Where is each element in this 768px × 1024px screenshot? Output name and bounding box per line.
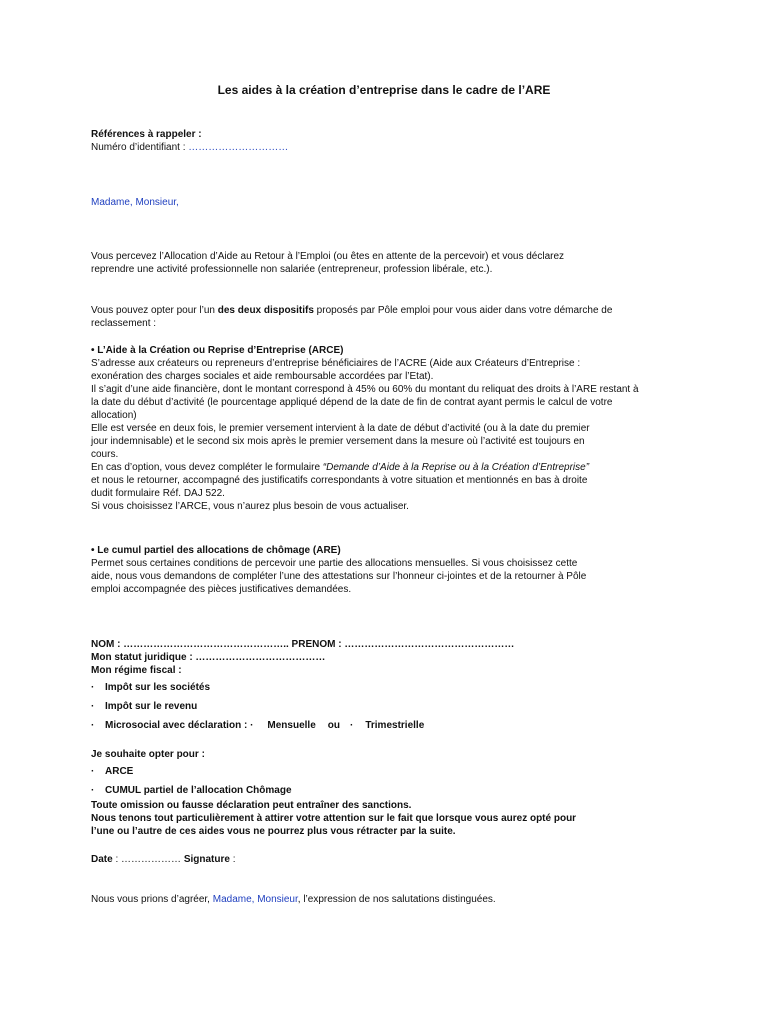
intro-line: reprendre une activité professionnelle non salariée (entrepreneur, profession libérale, etc.). bbox=[91, 264, 493, 275]
warning-block bbox=[91, 799, 681, 838]
arce-line: exonération des charges sociales et aide remboursable accordées par l’Etat). bbox=[91, 371, 434, 382]
bullet-icon: · bbox=[91, 682, 95, 693]
arce-form-text: En cas d’option, vous devez compléter le formulaire bbox=[91, 462, 323, 473]
regime-fiscal-label: Mon régime fiscal : bbox=[91, 665, 182, 676]
options-paragraph bbox=[91, 304, 681, 330]
document-title: Les aides à la création d’entreprise dans le cadre de l’ARE bbox=[217, 83, 551, 97]
option-label: CUMUL partiel de l’allocation Chômage bbox=[105, 785, 292, 796]
warning-line: l’une ou l’autre de ces aides vous ne pourrez plus vous rétracter par la suite. bbox=[91, 826, 456, 837]
option-arce[interactable] bbox=[91, 765, 133, 778]
closing-text: Nous vous prions d’agréer, bbox=[91, 894, 213, 905]
option-label: Impôt sur le revenu bbox=[105, 701, 198, 712]
intro-line: Vous percevez l’Allocation d’Aide au Retour à l’Emploi (ou êtes en attente de la percevoir) et vous déclarez bbox=[91, 251, 565, 262]
option-mensuelle[interactable]: Mensuelle bbox=[267, 720, 316, 731]
options-text: Vous pouvez opter pour l’un bbox=[91, 305, 218, 316]
nom-prenom-field[interactable]: NOM : ………………………………………….. PRENOM : …………………………………………… bbox=[91, 639, 515, 650]
cumul-line: Permet sous certaines conditions de percevoir une partie des allocations mensuelles. Si vous choisissez cette bbox=[91, 558, 578, 569]
options-bold: des deux dispositifs bbox=[217, 305, 314, 316]
references-heading: Références à rappeler : bbox=[91, 129, 202, 140]
intro-paragraph bbox=[91, 250, 681, 276]
bullet-icon: · bbox=[250, 720, 254, 731]
cumul-line: aide, nous vous demandons de compléter l’une des attestations sur l’honneur ci-jointes et de la retourner à Pôle bbox=[91, 571, 587, 582]
options-line: reclassement : bbox=[91, 318, 157, 329]
or-label: ou bbox=[327, 720, 340, 731]
cumul-heading: • Le cumul partiel des allocations de chômage (ARE) bbox=[91, 545, 341, 556]
option-label: Microsocial avec déclaration : bbox=[105, 720, 251, 731]
option-impot-revenu[interactable] bbox=[91, 700, 197, 713]
option-cumul[interactable] bbox=[91, 784, 292, 797]
bullet-icon: · bbox=[91, 785, 95, 796]
date-label: Date bbox=[91, 854, 113, 865]
bullet-icon: · bbox=[91, 701, 95, 712]
arce-line: Si vous choisissez l’ARCE, vous n’aurez plus besoin de vous actualiser. bbox=[91, 501, 409, 512]
arce-line: Elle est versée en deux fois, le premier versement intervient à la date de début d’activité (ou à la date du premier bbox=[91, 423, 590, 434]
arce-line: S’adresse aux créateurs ou repreneurs d’entreprise bénéficiaires de l’ACRE (Aide aux Créateurs d’Entreprise : bbox=[91, 358, 581, 369]
closing-line bbox=[91, 893, 496, 906]
option-label: ARCE bbox=[105, 766, 134, 777]
arce-heading: • L’Aide à la Création ou Reprise d’Entreprise (ARCE) bbox=[91, 345, 344, 356]
cumul-section bbox=[91, 544, 681, 596]
references-block bbox=[91, 128, 681, 154]
arce-line: la date du début d’activité (le pourcentage appliqué dépend de la date de fin de contrat ayant permis le calcul de votre bbox=[91, 397, 613, 408]
date-field[interactable]: : ……………… bbox=[112, 854, 184, 865]
signature-colon: : bbox=[229, 854, 236, 865]
statut-juridique-field[interactable]: Mon statut juridique : ………………………………… bbox=[91, 652, 326, 663]
option-impot-societes[interactable] bbox=[91, 681, 210, 694]
option-label: Impôt sur les sociétés bbox=[105, 682, 211, 693]
arce-section bbox=[91, 344, 681, 513]
warning-line: Nous tenons tout particulièrement à attirer votre attention sur le fait que lorsque vous aurez opté pour bbox=[91, 813, 577, 824]
option-trimestrielle[interactable]: Trimestrielle bbox=[365, 720, 425, 731]
arce-line: allocation) bbox=[91, 410, 137, 421]
arce-line: cours. bbox=[91, 449, 119, 460]
arce-line: Il s’agit d’une aide financière, dont le montant correspond à 45% ou 60% du montant du reliquat des droits à l’ARE restant à bbox=[91, 384, 639, 395]
arce-line: dudit formulaire Réf. DAJ 522. bbox=[91, 488, 225, 499]
options-text: proposés par Pôle emploi pour vous aider dans votre démarche de bbox=[313, 305, 613, 316]
opter-label: Je souhaite opter pour : bbox=[91, 749, 205, 760]
option-microsocial[interactable] bbox=[91, 719, 424, 732]
arce-line: et nous le retourner, accompagné des justificatifs correspondants à votre situation et mentionnés en bas à droite bbox=[91, 475, 588, 486]
bullet-icon: · bbox=[349, 720, 354, 731]
closing-salutation: Madame, Monsieur bbox=[212, 894, 298, 905]
options-line bbox=[91, 304, 681, 317]
identity-block bbox=[91, 638, 681, 677]
signature-label: Signature bbox=[183, 854, 230, 865]
warning-line: Toute omission ou fausse déclaration peut entraîner des sanctions. bbox=[91, 800, 412, 811]
bullet-icon: · bbox=[91, 766, 95, 777]
date-signature-line bbox=[91, 853, 236, 866]
identifier-dots: ………………………… bbox=[188, 142, 289, 153]
identifier-line bbox=[91, 141, 681, 154]
bullet-icon: · bbox=[91, 720, 95, 731]
identifier-label: Numéro d’identifiant : bbox=[91, 142, 189, 153]
arce-form-title: “Demande d’Aide à la Reprise ou à la Création d’Entreprise” bbox=[322, 462, 590, 473]
arce-line: jour indemnisable) et le second six mois après le premier versement dans la mesure où l’activité est toujours en bbox=[91, 436, 585, 447]
closing-text: , l’expression de nos salutations distinguées. bbox=[297, 894, 496, 905]
cumul-line: emploi accompagnée des pièces justificatives demandées. bbox=[91, 584, 352, 595]
salutation: Madame, Monsieur, bbox=[91, 197, 179, 208]
arce-form-line bbox=[91, 461, 681, 474]
